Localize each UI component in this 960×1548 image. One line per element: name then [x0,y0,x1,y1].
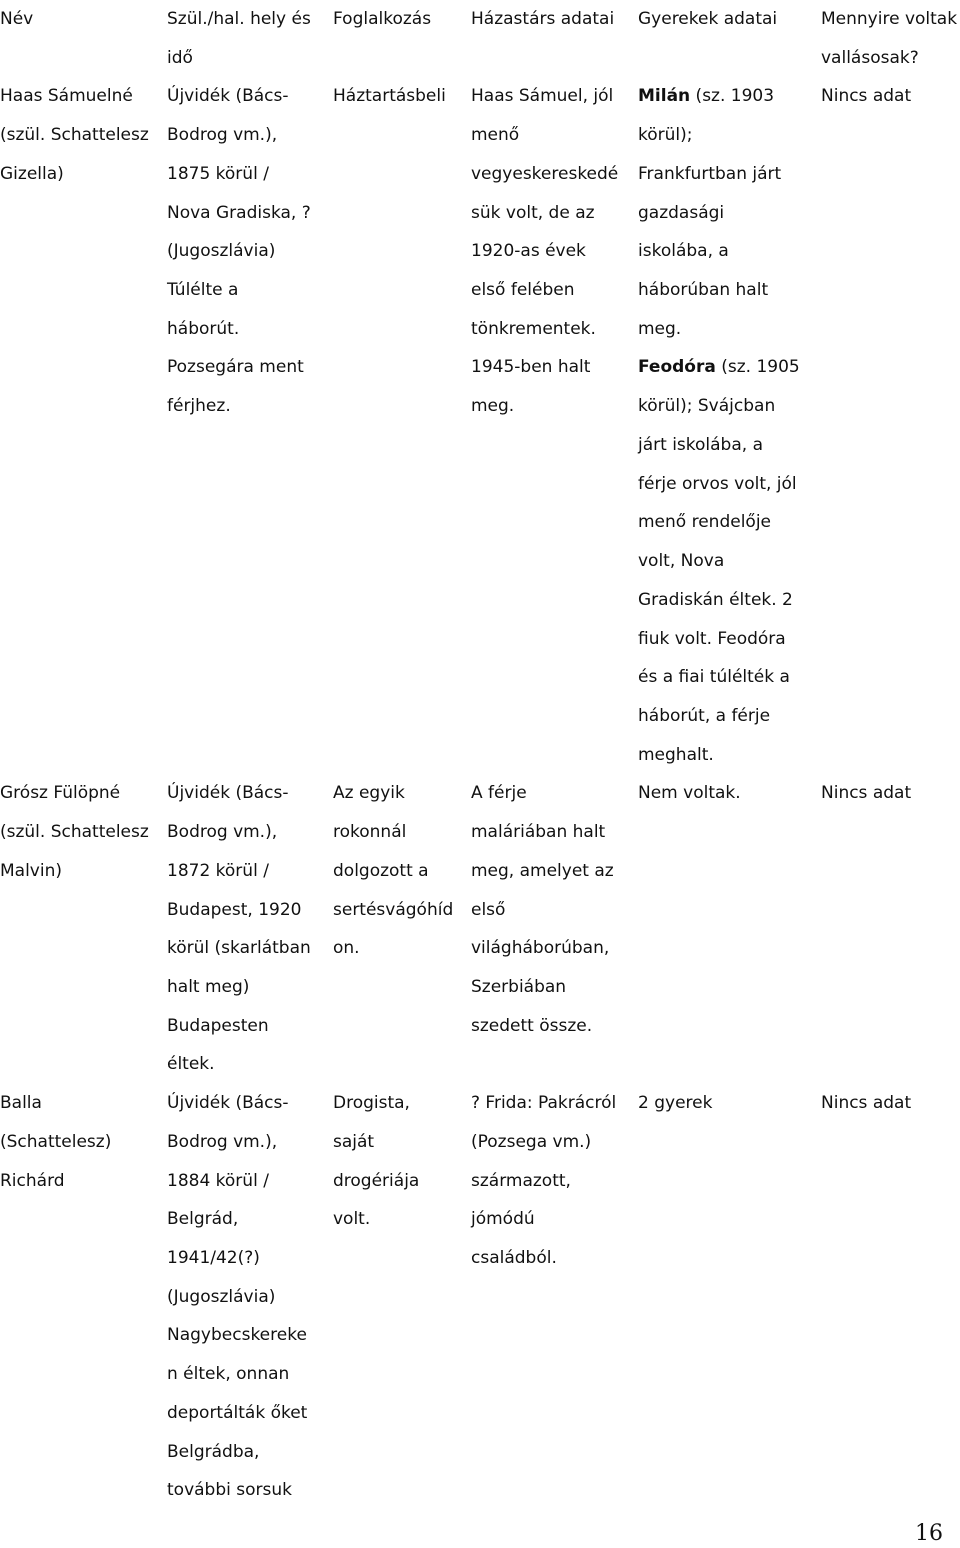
cell-line [821,116,957,155]
column-gyerekek-adatai [638,0,800,1123]
cell-line [821,929,957,968]
cell-line [821,503,957,542]
cell-line: férjhez. [167,396,231,417]
cell-line: Foglalkozás [333,9,432,29]
page-number: 16 [915,1521,943,1546]
cell-line: további sorsuk [167,1480,292,1501]
cell-line [821,194,957,233]
cell-line [0,387,149,426]
cell-line [471,465,618,504]
cell-line [333,1045,453,1084]
cell-line: vegyeskereskedé [471,163,619,184]
cell-line [167,465,311,504]
cell-line: Szül./hal. hely és [167,9,311,29]
cell-line: Nincs adat [821,783,912,804]
cell-line [333,426,453,465]
cell-line: Belgrád, [167,1209,239,1230]
cell-line: Nincs adat [821,1093,912,1114]
cell-line: körül); [638,125,693,146]
cell-line [167,620,311,659]
cell-line [821,465,957,504]
cell-line [821,387,957,426]
cell-line [638,968,800,1007]
cell-line: 1875 körül / [167,163,269,184]
cell-line [638,1007,800,1046]
cell-line [333,271,453,310]
cell-line [821,891,957,930]
cell-line: világháborúban, [471,938,610,959]
cell-line [167,426,311,465]
cell-line [333,155,453,194]
cell-line: deportálták őket [167,1402,308,1423]
cell-line [333,697,453,736]
cell-line [821,697,957,736]
cell-line: Bodrog vm.), [167,125,278,146]
cell-line: Feodóra (sz. 1905 [638,357,800,378]
cell-line: volt. [333,1209,371,1230]
cell-line: on. [333,938,360,959]
cell-line: Frankfurtban járt [638,163,782,184]
cell-line [821,426,957,465]
cell-line: Nagybecskereke [167,1325,307,1346]
column-szul-hal-hely-ido [167,0,311,1510]
cell-line: Bodrog vm.), [167,822,278,843]
cell-line [0,968,149,1007]
cell-line [0,1007,149,1046]
cell-line: Budapest, 1920 [167,899,302,920]
cell-line: 1945-ben halt [471,357,591,378]
cell-line [0,271,149,310]
cell-line: iskolába, a [638,241,729,262]
cell-line: 1941/42(?) [167,1248,260,1268]
cell-line [821,581,957,620]
cell-line [333,581,453,620]
cell-line: Újvidék (Bács- [167,1093,289,1114]
cell-line: (Pozsega vm.) [471,1131,592,1152]
cell-line: 1920-as évek [471,241,586,262]
cell-line: Gradiskán éltek. 2 [638,589,793,610]
cell-line [167,581,311,620]
cell-line: saját [333,1131,375,1152]
cell-line [638,39,800,78]
cell-line [0,232,149,271]
cell-line: n éltek, onnan [167,1364,290,1385]
cell-line: éltek. [167,1054,215,1075]
cell-line: Haas Sámuel, jól [471,86,614,107]
cell-line [471,542,618,581]
cell-line [0,658,149,697]
cell-line [333,310,453,349]
cell-line: Pozsegára ment [167,357,304,378]
cell-line: Milán (sz. 1903 [638,86,775,107]
cell-line: tönkrementek. [471,318,596,339]
cell-line [0,465,149,504]
cell-line: (szül. Schattelesz [0,125,149,146]
cell-line [821,348,957,387]
cell-line: (Schattelesz) [0,1131,112,1152]
cell-line [471,658,618,697]
cell-line [821,1007,957,1046]
cell-line: idő [167,47,193,68]
cell-line: és a fiai túlélték a [638,667,790,688]
cell-line [0,1045,149,1084]
cell-line: maláriában halt [471,822,606,843]
cell-line: menő [471,125,520,146]
cell-line [333,620,453,659]
cell-line: családból. [471,1248,557,1268]
cell-line: dolgozott a [333,860,429,881]
column-nev [0,0,149,1200]
cell-line: első [471,899,506,920]
cell-line [821,658,957,697]
cell-line: Házastárs adatai [471,9,615,29]
cell-line [333,39,453,78]
cell-line [0,736,149,775]
cell-line: meg. [638,318,682,339]
cell-line [333,968,453,1007]
cell-line [0,620,149,659]
column-hazastars-adatai [471,0,618,1278]
cell-line: Az egyik [333,783,405,804]
cell-line: 2 gyerek [638,1093,713,1114]
cell-line: (szül. Schattelesz [0,822,149,843]
cell-line [471,39,618,78]
cell-line [821,813,957,852]
cell-line: Nova Gradiska, ? [167,202,311,223]
cell-line: sertésvágóhíd [333,899,454,920]
cell-line: szedett össze. [471,1015,593,1036]
cell-line: drogériája [333,1170,420,1191]
cell-line: Mennyire voltak [821,9,958,29]
cell-line: első felében [471,280,575,301]
cell-line: (Jugoszlávia) [167,1286,276,1307]
cell-line: háborút. [167,318,240,339]
cell-line [0,503,149,542]
cell-line [333,465,453,504]
cell-line: meghalt. [638,744,714,765]
cell-line [821,852,957,891]
cell-line: Richárd [0,1170,65,1191]
cell-line: Budapesten [167,1015,269,1036]
cell-line: volt, Nova [638,551,725,572]
cell-line: Túlélte a [167,280,239,301]
cell-line [0,348,149,387]
cell-line: fiuk volt. Feodóra [638,628,786,649]
cell-line [471,581,618,620]
cell-line: Grósz Fülöpné [0,783,121,804]
cell-line: A férje [471,783,527,804]
cell-line: háborút, a férje [638,705,771,726]
cell-line [638,1045,800,1084]
cell-line [471,620,618,659]
cell-line [471,426,618,465]
cell-line: Drogista, [333,1093,410,1114]
column-vallasosak [821,0,957,1123]
cell-line [471,503,618,542]
cell-line: háborúban halt [638,280,769,301]
cell-line [0,426,149,465]
column-foglalkozas [333,0,453,1239]
cell-line: Újvidék (Bács- [167,783,289,804]
cell-line [0,929,149,968]
cell-line [471,697,618,736]
cell-line: Nem voltak. [638,783,741,804]
cell-line: Nincs adat [821,86,912,107]
cell-line: Malvin) [0,860,62,881]
cell-line [333,542,453,581]
cell-line: halt meg) [167,976,250,997]
cell-line [333,503,453,542]
cell-line [638,813,800,852]
cell-line [821,968,957,1007]
cell-line: meg. [471,396,515,417]
cell-line [167,542,311,581]
cell-line [167,736,311,775]
cell-line [333,232,453,271]
cell-line: Haas Sámuelné [0,86,133,107]
cell-line [821,155,957,194]
cell-line [638,852,800,891]
cell-line [821,542,957,581]
cell-line [0,39,149,78]
cell-line [638,929,800,968]
cell-line [638,891,800,930]
cell-line [0,581,149,620]
cell-line [821,1045,957,1084]
cell-line [333,658,453,697]
cell-line [167,503,311,542]
cell-line: ? Frida: Pakrácról [471,1093,617,1114]
cell-line: gazdasági [638,202,725,223]
cell-line: menő rendelője [638,512,772,533]
cell-line [0,542,149,581]
cell-line: Gizella) [0,163,64,184]
cell-line: Belgrádba, [167,1441,260,1462]
cell-line: Újvidék (Bács- [167,86,289,107]
cell-line [471,1045,618,1084]
cell-line [0,194,149,233]
cell-line [821,271,957,310]
cell-line: körül (skarlátban [167,938,311,959]
cell-line [333,736,453,775]
cell-line: 1884 körül / [167,1170,269,1191]
cell-line: Háztartásbeli [333,86,446,107]
cell-line: Név [0,9,34,29]
cell-line: járt iskolába, a [638,434,763,455]
cell-line: 1872 körül / [167,860,269,881]
cell-line [821,310,957,349]
cell-line: rokonnál [333,822,407,843]
cell-line: meg, amelyet az [471,860,614,881]
cell-line: sük volt, de az [471,202,595,223]
cell-line: Szerbiában [471,976,567,997]
cell-line: vallásosak? [821,47,919,68]
cell-line [167,658,311,697]
cell-line: Gyerekek adatai [638,9,778,29]
cell-line: jómódú [471,1209,535,1230]
cell-line: férje orvos volt, jól [638,473,797,494]
cell-line: Balla [0,1093,42,1114]
cell-line: Bodrog vm.), [167,1131,278,1152]
cell-line [333,116,453,155]
cell-line: származott, [471,1170,571,1191]
cell-line [333,194,453,233]
cell-line [0,891,149,930]
cell-line [471,736,618,775]
cell-line [333,387,453,426]
cell-line: körül); Svájcban [638,396,776,417]
cell-line [821,232,957,271]
cell-line [821,736,957,775]
cell-line [0,697,149,736]
cell-line [0,310,149,349]
cell-line [821,620,957,659]
cell-line: (Jugoszlávia) [167,241,276,262]
cell-line [333,348,453,387]
cell-line [167,697,311,736]
cell-line [333,1007,453,1046]
